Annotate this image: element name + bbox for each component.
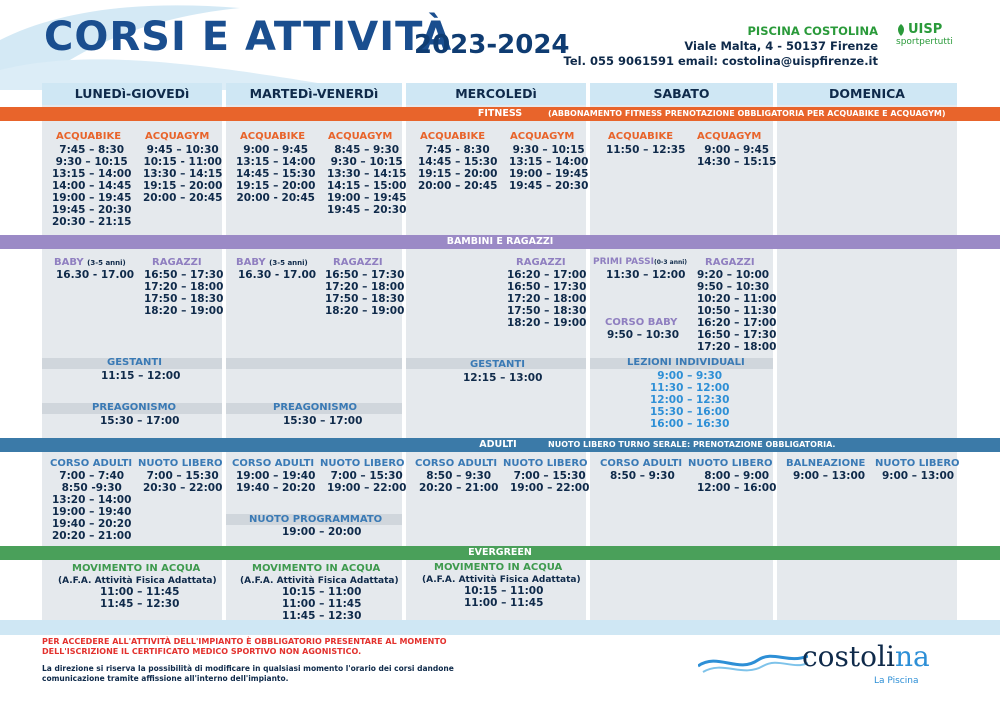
band-fitness-label: FITNESS (477, 108, 523, 119)
tue-nuotoprogrammato-times: 19:00 – 20:00 (282, 526, 362, 538)
wed-movimento-title: MOVIMENTO IN ACQUA (434, 562, 563, 573)
tue-ragazzi-title: RAGAZZI (333, 257, 383, 268)
wed-movimento-subtitle: (A.F.A. Attività Fisica Adattata) (422, 575, 581, 585)
mon-baby-times: 16.30 - 17.00 (56, 269, 135, 281)
mon-nuotolibero-title: NUOTO LIBERO (138, 458, 223, 469)
band-fitness (0, 107, 1000, 121)
mon-preagonismo-title: PREAGONISMO (92, 402, 177, 413)
tue-baby-title: BABY (3-5 anni) (236, 257, 308, 268)
day-header-mon-thu: LUNEDì-GIOVEDì (42, 83, 222, 105)
sat-corsobaby-title: CORSO BABY (605, 317, 678, 328)
page-title: CORSI E ATTIVITÀ (44, 14, 453, 60)
wed-acquagym-times: 9:30 – 10:15 13:15 – 14:00 19:00 – 19:45 19:45 – 20:30 (509, 144, 589, 192)
uisp-brand: UISP (896, 22, 966, 37)
sun-nuotolibero-times: 9:00 – 13:00 (882, 470, 955, 482)
sat-acquagym-times: 9:00 – 9:45 14:30 – 15:15 (697, 144, 777, 168)
sat-lezioni-title: LEZIONI INDIVIDUALI (627, 357, 745, 368)
tue-acquagym-times: 8:45 – 9:30 9:30 – 10:15 13:30 – 14:15 14:15 – 15:00 19:00 – 19:45 19:45 – 20:30 (327, 144, 407, 216)
sat-acquabike-title: ACQUABIKE (608, 131, 674, 142)
schedule-disclaimer: La direzione si riserva la possibilità di modificare in qualsiasi momento l'orario dei corsi dandone comunicazione tramite affissione all'interno dell'impianto. (42, 664, 454, 683)
sat-primipassi-times: 11:30 – 12:00 (606, 269, 686, 281)
tue-nuotoprogrammato-title: NUOTO PROGRAMMATO (249, 514, 383, 525)
mon-preagonismo-times: 15:30 – 17:00 (100, 415, 180, 427)
mon-baby-title: BABY (3-5 anni) (54, 257, 126, 268)
band-fitness-note: (ABBONAMENTO FITNESS PRENOTAZIONE OBBLIGATORIA PER ACQUABIKE E ACQUAGYM) (548, 109, 946, 118)
wed-gestanti-times: 12:15 – 13:00 (463, 372, 543, 384)
mon-acquagym-title: ACQUAGYM (145, 131, 210, 142)
day-header-wed: MERCOLEDì (406, 83, 586, 105)
mon-movimento-times: 11:00 – 11:45 11:45 – 12:30 (100, 586, 180, 610)
sat-acquagym-title: ACQUAGYM (697, 131, 762, 142)
mon-corsoadulti-times: 7:00 – 7:40 8:50 -9:30 13:20 – 14:00 19:00 – 19:40 19:40 – 20:20 20:20 – 21:00 (52, 470, 132, 542)
wed-corsoadulti-title: CORSO ADULTI (415, 458, 498, 469)
band-evergreen-label: EVERGREEN (468, 547, 532, 558)
column-bg-sun (777, 105, 957, 620)
venue-phone-email: Tel. 055 9061591 email: costolina@uispfirenze.it (563, 54, 878, 68)
tue-nuotolibero-times: 7:00 – 15:30 19:00 – 22:00 (327, 470, 407, 494)
sat-primipassi-title: PRIMI PASSI(0-3 anni) (593, 257, 688, 267)
day-header-sun: DOMENICA (777, 83, 957, 105)
wed-acquabike-title: ACQUABIKE (420, 131, 486, 142)
costolina-tagline: La Piscina (874, 676, 919, 686)
tue-gestanti-bar (226, 358, 402, 369)
sun-balneazione-title: BALNEAZIONE (786, 458, 866, 469)
wed-gestanti-title: GESTANTI (470, 359, 525, 370)
sat-acquabike-times: 11:50 – 12:35 (606, 144, 686, 156)
uisp-tagline: sportpertutti (896, 37, 953, 47)
band-kids-label: BAMBINI E RAGAZZI (446, 236, 554, 247)
day-header-sat: SABATO (590, 83, 773, 105)
wed-acquabike-times: 7:45 - 8:30 14:45 – 15:30 19:15 – 20:00 20:00 – 20:45 (418, 144, 498, 192)
tue-acquabike-times: 9:00 – 9:45 13:15 – 14:00 14:45 – 15:30 19:15 – 20:00 20:00 - 20:45 (236, 144, 316, 204)
venue-name: PISCINA COSTOLINA (747, 24, 878, 38)
wed-movimento-times: 10:15 – 11:00 11:00 – 11:45 (464, 585, 544, 609)
wed-nuotolibero-times: 7:00 – 15:30 19:00 – 22:00 (510, 470, 590, 494)
uisp-leaf-icon (896, 24, 906, 36)
tue-movimento-times: 10:15 – 11:00 11:00 – 11:45 11:45 – 12:30 (282, 586, 362, 622)
wed-nuotolibero-title: NUOTO LIBERO (503, 458, 588, 469)
sat-nuotolibero-title: NUOTO LIBERO (688, 458, 773, 469)
band-kids (0, 235, 1000, 249)
tue-acquagym-title: ACQUAGYM (328, 131, 393, 142)
mon-movimento-subtitle: (A.F.A. Attività Fisica Adattata) (58, 576, 217, 586)
sun-nuotolibero-title: NUOTO LIBERO (875, 458, 960, 469)
mon-corsoadulti-title: CORSO ADULTI (50, 458, 133, 469)
band-evergreen (0, 546, 1000, 560)
venue-contact (564, 24, 878, 69)
sun-balneazione-times: 9:00 – 13:00 (793, 470, 866, 482)
costolina-wordmark: costolina (802, 640, 930, 673)
wed-ragazzi-times: 16:20 – 17:00 16:50 – 17:30 17:20 – 18:00 17:50 – 18:30 18:20 – 19:00 (507, 269, 587, 329)
tue-corsoadulti-times: 19:00 – 19:40 19:40 – 20:20 (236, 470, 316, 494)
mon-movimento-title: MOVIMENTO IN ACQUA (72, 563, 201, 574)
uisp-logo (896, 22, 966, 47)
sat-corsoadulti-title: CORSO ADULTI (600, 458, 683, 469)
medical-certificate-notice: PER ACCEDERE ALL'ATTIVITÀ DELL'IMPIANTO È OBBLIGATORIO PRESENTARE AL MOMENTO DELL'ISCRIZIONE IL CERTIFICATO MEDICO SPORTIVO NON AGONISTICO. (42, 637, 447, 656)
bottom-strip (0, 620, 1000, 635)
band-adults (0, 438, 1000, 452)
sat-nuotolibero-times: 8:00 – 9:00 12:00 – 16:00 (697, 470, 777, 494)
wed-acquagym-title: ACQUAGYM (510, 131, 575, 142)
wave-icon (698, 644, 808, 678)
wed-ragazzi-title: RAGAZZI (516, 257, 566, 268)
tue-corsoadulti-title: CORSO ADULTI (232, 458, 315, 469)
tue-movimento-title: MOVIMENTO IN ACQUA (252, 563, 381, 574)
season-year: 2023-2024 (414, 30, 570, 60)
sat-ragazzi-times: 9:20 – 10:00 9:50 – 10:30 10:20 – 11:00 10:50 – 11:30 16:20 – 17:00 16:50 – 17:30 17:20 – 18:00 (697, 269, 777, 353)
sat-corsoadulti-times: 8:50 – 9:30 (610, 470, 675, 482)
sat-lezioni-times: 9:00 – 9:30 11:30 – 12:00 12:00 – 12:30 15:30 – 16:00 16:00 – 16:30 (650, 370, 730, 430)
mon-acquagym-times: 9:45 – 10:30 10:15 - 11:00 13:30 – 14:15 19:15 – 20:00 20:00 – 20:45 (143, 144, 223, 204)
day-header-tue-fri: MARTEDì-VENERDì (226, 83, 402, 105)
mon-ragazzi-times: 16:50 – 17:30 17:20 – 18:00 17:50 – 18:30 18:20 – 19:00 (144, 269, 224, 317)
mon-ragazzi-title: RAGAZZI (152, 257, 202, 268)
tue-nuotolibero-title: NUOTO LIBERO (320, 458, 405, 469)
tue-baby-times: 16.30 - 17.00 (238, 269, 317, 281)
tue-movimento-subtitle: (A.F.A. Attività Fisica Adattata) (240, 576, 399, 586)
tue-ragazzi-times: 16:50 – 17:30 17:20 – 18:00 17:50 – 18:30 18:20 – 19:00 (325, 269, 405, 317)
tue-preagonismo-times: 15:30 – 17:00 (283, 415, 363, 427)
tue-acquabike-title: ACQUABIKE (240, 131, 306, 142)
mon-gestanti-title: GESTANTI (107, 357, 162, 368)
band-adults-note: NUOTO LIBERO TURNO SERALE: PRENOTAZIONE OBBLIGATORIA. (548, 440, 836, 449)
sat-corsobaby-times: 9:50 – 10:30 (607, 329, 680, 341)
mon-acquabike-title: ACQUABIKE (56, 131, 122, 142)
band-adults-label: ADULTI (479, 439, 517, 450)
mon-gestanti-times: 11:15 – 12:00 (101, 370, 181, 382)
tue-preagonismo-title: PREAGONISMO (273, 402, 358, 413)
wed-corsoadulti-times: 8:50 – 9:30 20:20 – 21:00 (419, 470, 499, 494)
venue-address: Viale Malta, 4 - 50137 Firenze (684, 39, 878, 53)
sat-ragazzi-title: RAGAZZI (705, 257, 755, 268)
mon-nuotolibero-times: 7:00 – 15:30 20:30 – 22:00 (143, 470, 223, 494)
mon-acquabike-times: 7:45 – 8:30 9:30 – 10:15 13:15 – 14:00 14:00 – 14:45 19:00 – 19:45 19:45 – 20:30 20:30 – 21:15 (52, 144, 132, 228)
